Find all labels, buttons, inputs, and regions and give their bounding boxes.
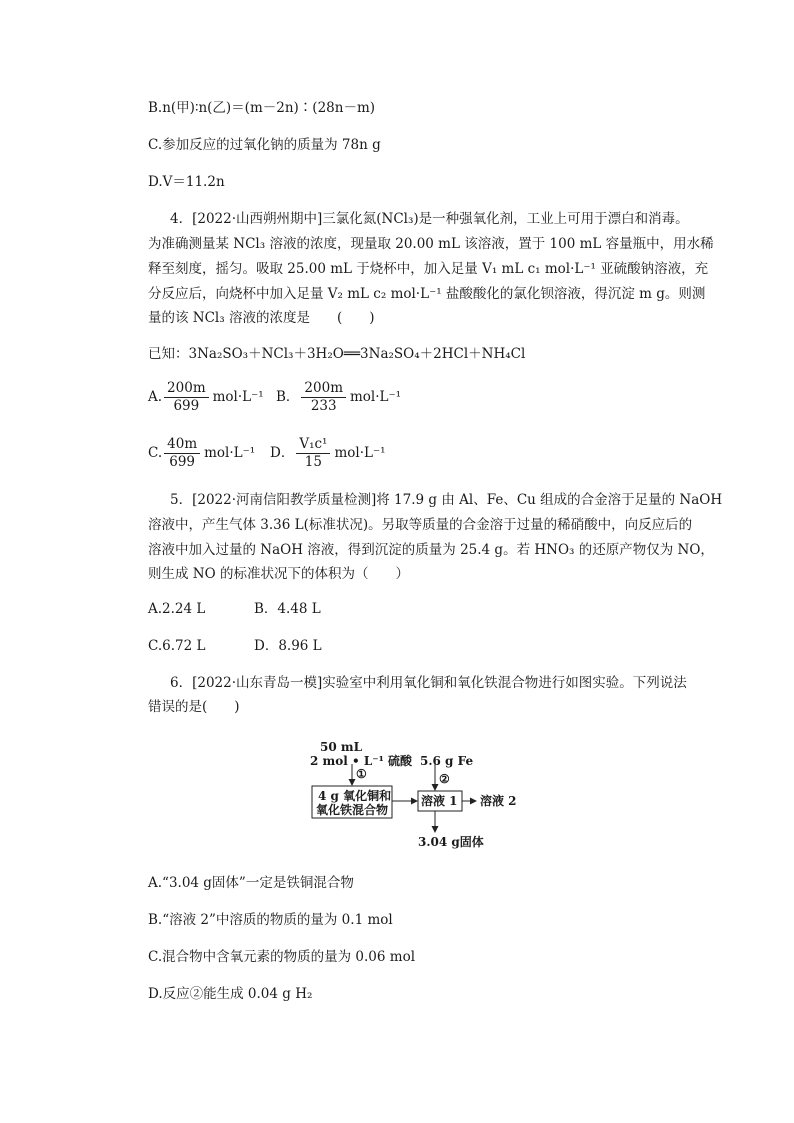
q3-option-b: B.n(甲)∶n(乙)＝(m－2n)∶(28n－m)	[148, 100, 376, 116]
solution1-label: 溶液 1	[421, 794, 458, 808]
q6-option-b: B.“溶液 2”中溶质的物质的量为 0.1 mol	[148, 912, 393, 928]
q5-option-a: A.2.24 L	[148, 601, 206, 617]
q6-option-d: D.反应②能生成 0.04 g H₂	[148, 986, 313, 1002]
q5-stem-line4: 则生成 NO 的标准状况下的体积为（ ）	[148, 566, 409, 582]
q4-option-d: D． $\frac{\text{V₁c¹}}{15}$ mol·L⁻¹	[270, 436, 386, 470]
q6-option-c: C.混合物中含氧元素的物质的量为 0.06 mol	[148, 949, 416, 965]
mixture-label-line1: 4 g 氧化铜和	[318, 789, 392, 803]
q4-option-b: B． $\frac{200m}{233}$ mol·L⁻¹	[276, 380, 402, 414]
q5-option-d: D．8.96 L	[254, 638, 322, 654]
q6-stem-line1: 6．[2022·山东青岛一模]实验室中利用氧化铜和氧化铁混合物进行如图实验。下列说法	[170, 675, 687, 691]
q4-stem-line1: 4．[2022·山西朔州期中]三氯化氮(NCl₃)是一种强氧化剂，工业上可用于漂白和消毒。	[170, 211, 689, 227]
q4-option-c: C. $\frac{40m}{699}$ mol·L⁻¹	[148, 436, 256, 470]
q3-option-d: D.V＝11.2n	[148, 174, 225, 190]
q5-stem-line2: 溶液中，产生气体 3.36 L(标准状况)。另取等质量的合金溶于过量的稀硝酸中，向反应后的	[148, 517, 693, 533]
step2-label: ②	[439, 772, 450, 786]
q4-option-a: A. $\frac{200m}{699}$ mol·L⁻¹	[148, 380, 264, 414]
q4-stem-line2: 为准确测量某 NCl₃ 溶液的浓度，现量取 20.00 mL 该溶液，置于 100 mL 容量瓶中，用水稀	[148, 236, 714, 252]
q6-stem-line2: 错误的是( )	[148, 699, 240, 715]
q5-stem-line3: 溶液中加入过量的 NaOH 溶液，得到沉淀的质量为 25.4 g。若 HNO₃ 的还原产物仅为 NO，	[148, 542, 714, 558]
q5-option-b: B．4.48 L	[254, 601, 321, 617]
experiment-diagram	[310, 736, 530, 852]
q4-stem-line3: 释至刻度，摇匀。吸取 25.00 mL 于烧杯中，加入足量 V₁ mL c₁ mol·L⁻¹ 亚硫酸钠溶液，充	[148, 261, 709, 277]
q6-option-a: A.“3.04 g固体”一定是铁铜混合物	[148, 875, 354, 891]
q5-stem-line1: 5．[2022·河南信阳教学质量检测]将 17.9 g 由 Al、Fe、Cu 组成的合金溶于足量的 NaOH	[170, 492, 723, 508]
solution2-label: 溶液 2	[480, 794, 517, 808]
q4-known-equation: 已知：3Na₂SO₃＋NCl₃＋3H₂O══3Na₂SO₄＋2HCl＋NH₄Cl	[148, 346, 526, 362]
solid-label: 3.04 g固体	[418, 835, 484, 849]
q4-stem-line5: 量的该 NCl₃ 溶液的浓度是 ( )	[148, 310, 375, 326]
step1-label: ①	[356, 767, 367, 781]
q4-stem-line4: 分反应后，向烧杯中加入足量 V₂ mL c₂ mol·L⁻¹ 盐酸酸化的氯化钡溶液，得沉淀 m g。则测	[148, 286, 706, 302]
acid-conc-label: 2 mol • L⁻¹ 硫酸	[310, 754, 413, 768]
acid-volume-label: 50 mL	[320, 740, 363, 754]
fe-label: 5.6 g Fe	[420, 754, 474, 768]
q3-option-c: C.参加反应的过氧化钠的质量为 78n g	[148, 137, 381, 153]
mixture-label-line2: 氧化铁混合物	[316, 803, 389, 817]
q5-option-c: C.6.72 L	[148, 638, 206, 654]
